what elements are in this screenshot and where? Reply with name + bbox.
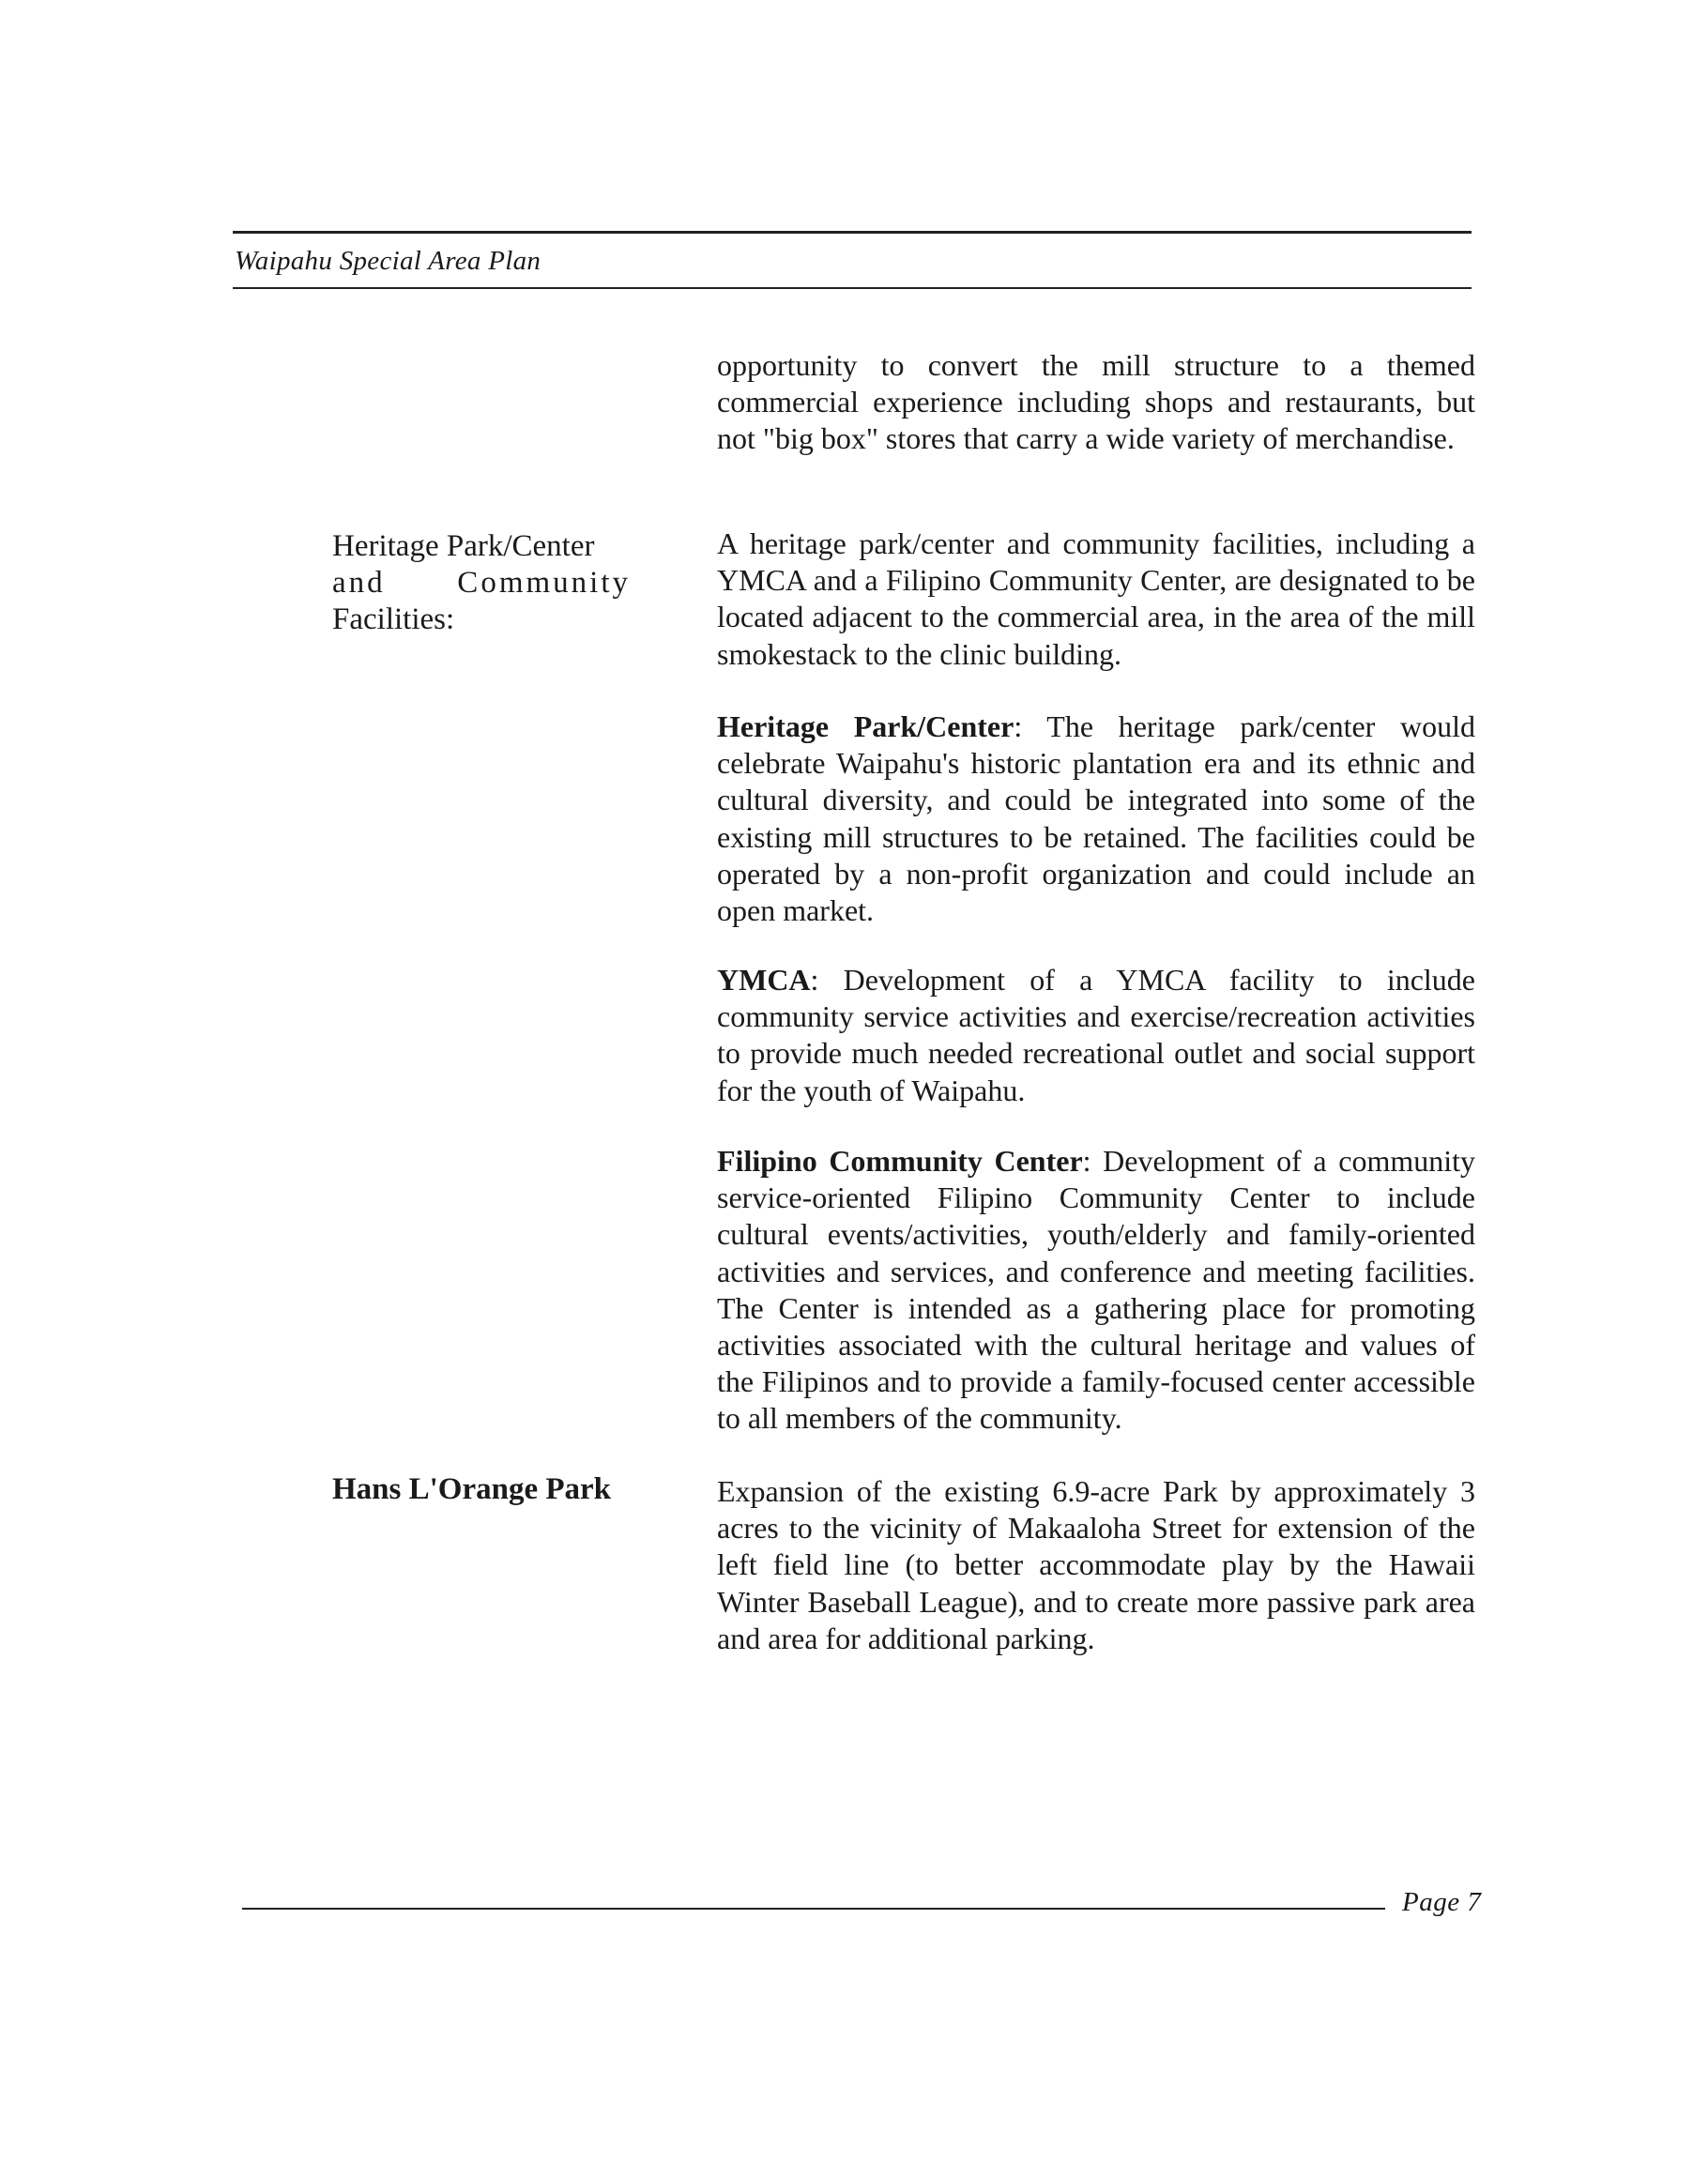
paragraph-text: : The heritage park/center would celebrate Waipahu's historic plantation era and its ethnic and cultural diversity, and could be integrated into some of the existing mill structures to be retained. The facilities could be operated by a non-profit organization and could include an open market.: [717, 709, 1476, 928]
header-top-rule: [233, 231, 1472, 234]
sidebar-label-heritage: [332, 528, 631, 638]
page-number: Page 7: [1402, 1887, 1482, 1917]
header-bottom-rule: [233, 287, 1472, 289]
paragraph-text: : Development of a community service-oriented Filipino Community Center to include cultural events/activities, youth/elderly and family-oriented activities and services, and conference and meeting facilities. The Center is intended as a gathering place for promoting activities associated with the cultural heritage and values of the Filipinos and to provide a family-focused center accessible to all members of the community.: [717, 1144, 1475, 1436]
footer-rule: [242, 1908, 1385, 1910]
sidebar-label-line: and Community: [332, 566, 631, 600]
term-heritage-park: Heritage Park/Center: [717, 709, 1014, 743]
sidebar-label-line: Facilities:: [332, 602, 455, 636]
term-ymca: YMCA: [717, 963, 811, 997]
sidebar-label-hans: Hans L'Orange Park: [332, 1472, 612, 1506]
paragraph-heritage-park: [717, 708, 1475, 929]
paragraph-opportunity: opportunity to convert the mill structure to a themed commercial experience including shops and restaurants, but not "big box" stores that carry a wide variety of merchandise.: [717, 348, 1475, 456]
paragraph-hans-park: Expansion of the existing 6.9-acre Park by approximately 3 acres to the vicinity of Makaaloha Street for extension of the left field line (to better accommodate play by the Hawaii Winter Baseball League), and to create more passive park area and area for additional parking.: [717, 1474, 1475, 1655]
paragraph-text: : Development of a YMCA facility to include community service activities and exercise/recreation activities to provide much needed recreational outlet and social support for the youth of Waipahu.: [717, 963, 1475, 1107]
paragraph-heritage-intro: A heritage park/center and community facilities, including a YMCA and a Filipino Community Center, are designated to be located adjacent to the commercial area, in the area of the mill smokestack to the clinic building.: [717, 526, 1475, 671]
paragraph-ymca: [717, 962, 1475, 1109]
sidebar-label-line: Heritage Park/Center: [332, 529, 595, 563]
term-filipino-center: Filipino Community Center: [717, 1144, 1083, 1178]
paragraph-filipino-center: [717, 1143, 1475, 1438]
running-header: Waipahu Special Area Plan: [235, 246, 541, 276]
